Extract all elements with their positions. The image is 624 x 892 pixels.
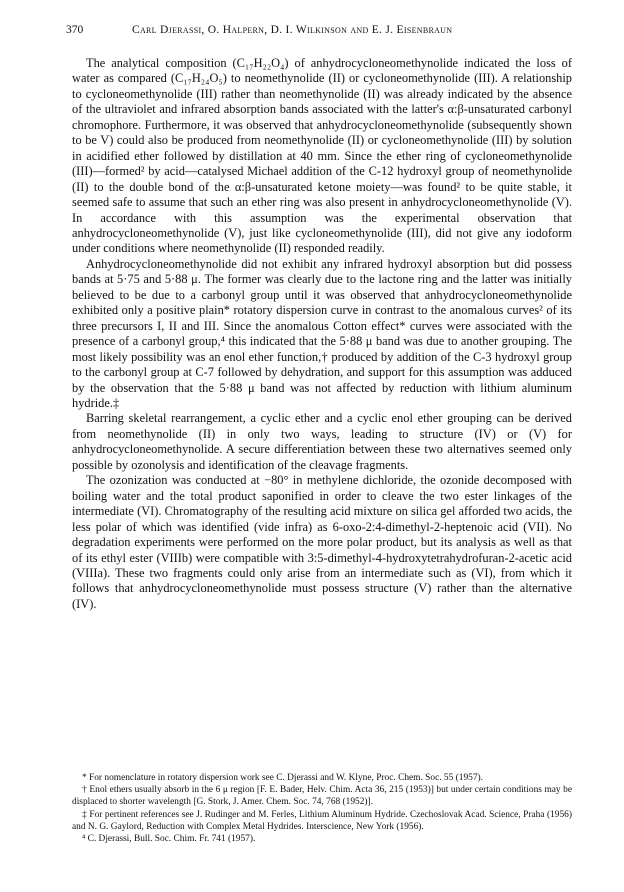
author-line: Carl Djerassi, O. Halpern, D. I. Wilkinson and E. J. Eisenbraun	[132, 24, 453, 36]
paragraph: Anhydrocycloneomethynolide did not exhibit any infrared hydroxyl absorption but did possess bands at 5·75 and 5·88 μ. The former was clearly due to the lactone ring and the latter was initially believed to be due to a carbonyl group until it was observed that anhydrocycloneomethynolide exhibited only a positive plain* rotatory dispersion curve in contrast to the anomalous curves² of its three precursors I, II and III. Since the anomalous Cotton effect* curves were associated with the presence of a carbonyl group,⁴ this indicated that the 5·88 μ band was due to another grouping. The most likely possibility was an enol ether function,† produced by addition of the C-3 hydroxyl group to the carbonyl group at C-7 followed by dehydration, and support for this assumption was adduced by the observation that the 5·88 μ band was not affected by reduction with lithium aluminum hydride.‡	[72, 256, 572, 410]
paragraph: Barring skeletal rearrangement, a cyclic ether and a cyclic enol ether grouping can be derived from neomethynolide (II) in only two ways, leading to structure (IV) or (V) for anhydrocycloneomethynolide. A secure differentiation between these two alternatives seemed only possible by ozonolysis and identification of the cleavage fragments.	[72, 411, 572, 472]
page-number: 370	[66, 24, 84, 36]
footnote: † Enol ethers usually absorb in the 6 μ region [F. E. Bader, Helv. Chim. Acta 36, 215 (1953)] but under certain conditions may be displaced to shorter wavelength [G. Stork, J. Amer. Chem. Soc. 74, 768 (1952)].	[72, 785, 572, 808]
paragraph: The analytical composition (C₁₇H₂₂O₄) of anhydrocycloneomethynolide indicated the loss of water as compared (C₁₇H₂₄O₅) to neomethynolide (II) or cycloneomethynolide (III). A relationship to cycloneomethynolide (III) rather than neomethynolide (II) was already indicated by the absence of the ultraviolet and infrared absorption bands associated with the latter's α:β-unsaturated carbonyl chromophore. Furthermore, it was observed that anhydrocycloneomethynolide (subsequently shown to be V) could also be produced from neomethynolide (II) or cycloneomethynolide (III) by solution in acidified ether followed by distillation at 40 mm. Since the ether ring of cycloneomethynolide (III)—formed² by acid—catalysed Michael addition of the C-12 hydroxyl group of neomethynolide (II) to the double bond of the α:β-unsaturated ketone moiety—was found² to be quite stable, it seemed safe to assume that such an ether ring was also present in anhydrocycloneomethynolide (V). In accordance with this assumption was the experimental observation that anhydrocycloneomethynolide (V), just like cycloneomethynolide (III), did not give any iodoform under conditions where neomethynolide (II) responded readily.	[72, 56, 572, 256]
footnote: ⁴ C. Djerassi, Bull. Soc. Chim. Fr. 741 (1957).	[82, 834, 256, 845]
footnote: ‡ For pertinent references see J. Rudinger and M. Ferles, Lithium Aluminum Hydride. Czechoslovak Acad. Science, Praha (1956) and N. G. Gaylord, Reduction with Complex Metal Hydrides. Interscience, New York (1956).	[72, 809, 572, 832]
footnotes	[72, 772, 572, 845]
running-head	[66, 22, 584, 38]
footnote: * For nomenclature in rotatory dispersion work see C. Djerassi and W. Klyne, Proc. Chem. Soc. 55 (1957).	[82, 773, 483, 783]
paragraph: The ozonization was conducted at −80° in methylene dichloride, the ozonide decomposed with boiling water and the total product saponified in order to cleave the two ester linkages of the intermediate (VI). Chromatography of the resulting acid mixture on silica gel afforded two acids, the less polar of which was identified (vide infra) as 6-oxo-2:4-dimethyl-2-heptenoic acid (VII). No degradation experiments were performed on the more polar product, but its analysis as well as that of its ethyl ester (VIIIb) were compatible with 3:5-dimethyl-4-hydroxytetrahydrofuran-2-acetic acid (VIIIa). These two fragments could only arise from an intermediate such as (VI), from which it follows that anhydrocycloneomethynolide must possess structure (V) rather than the alternative (IV).	[72, 473, 572, 611]
article-body	[72, 56, 572, 612]
